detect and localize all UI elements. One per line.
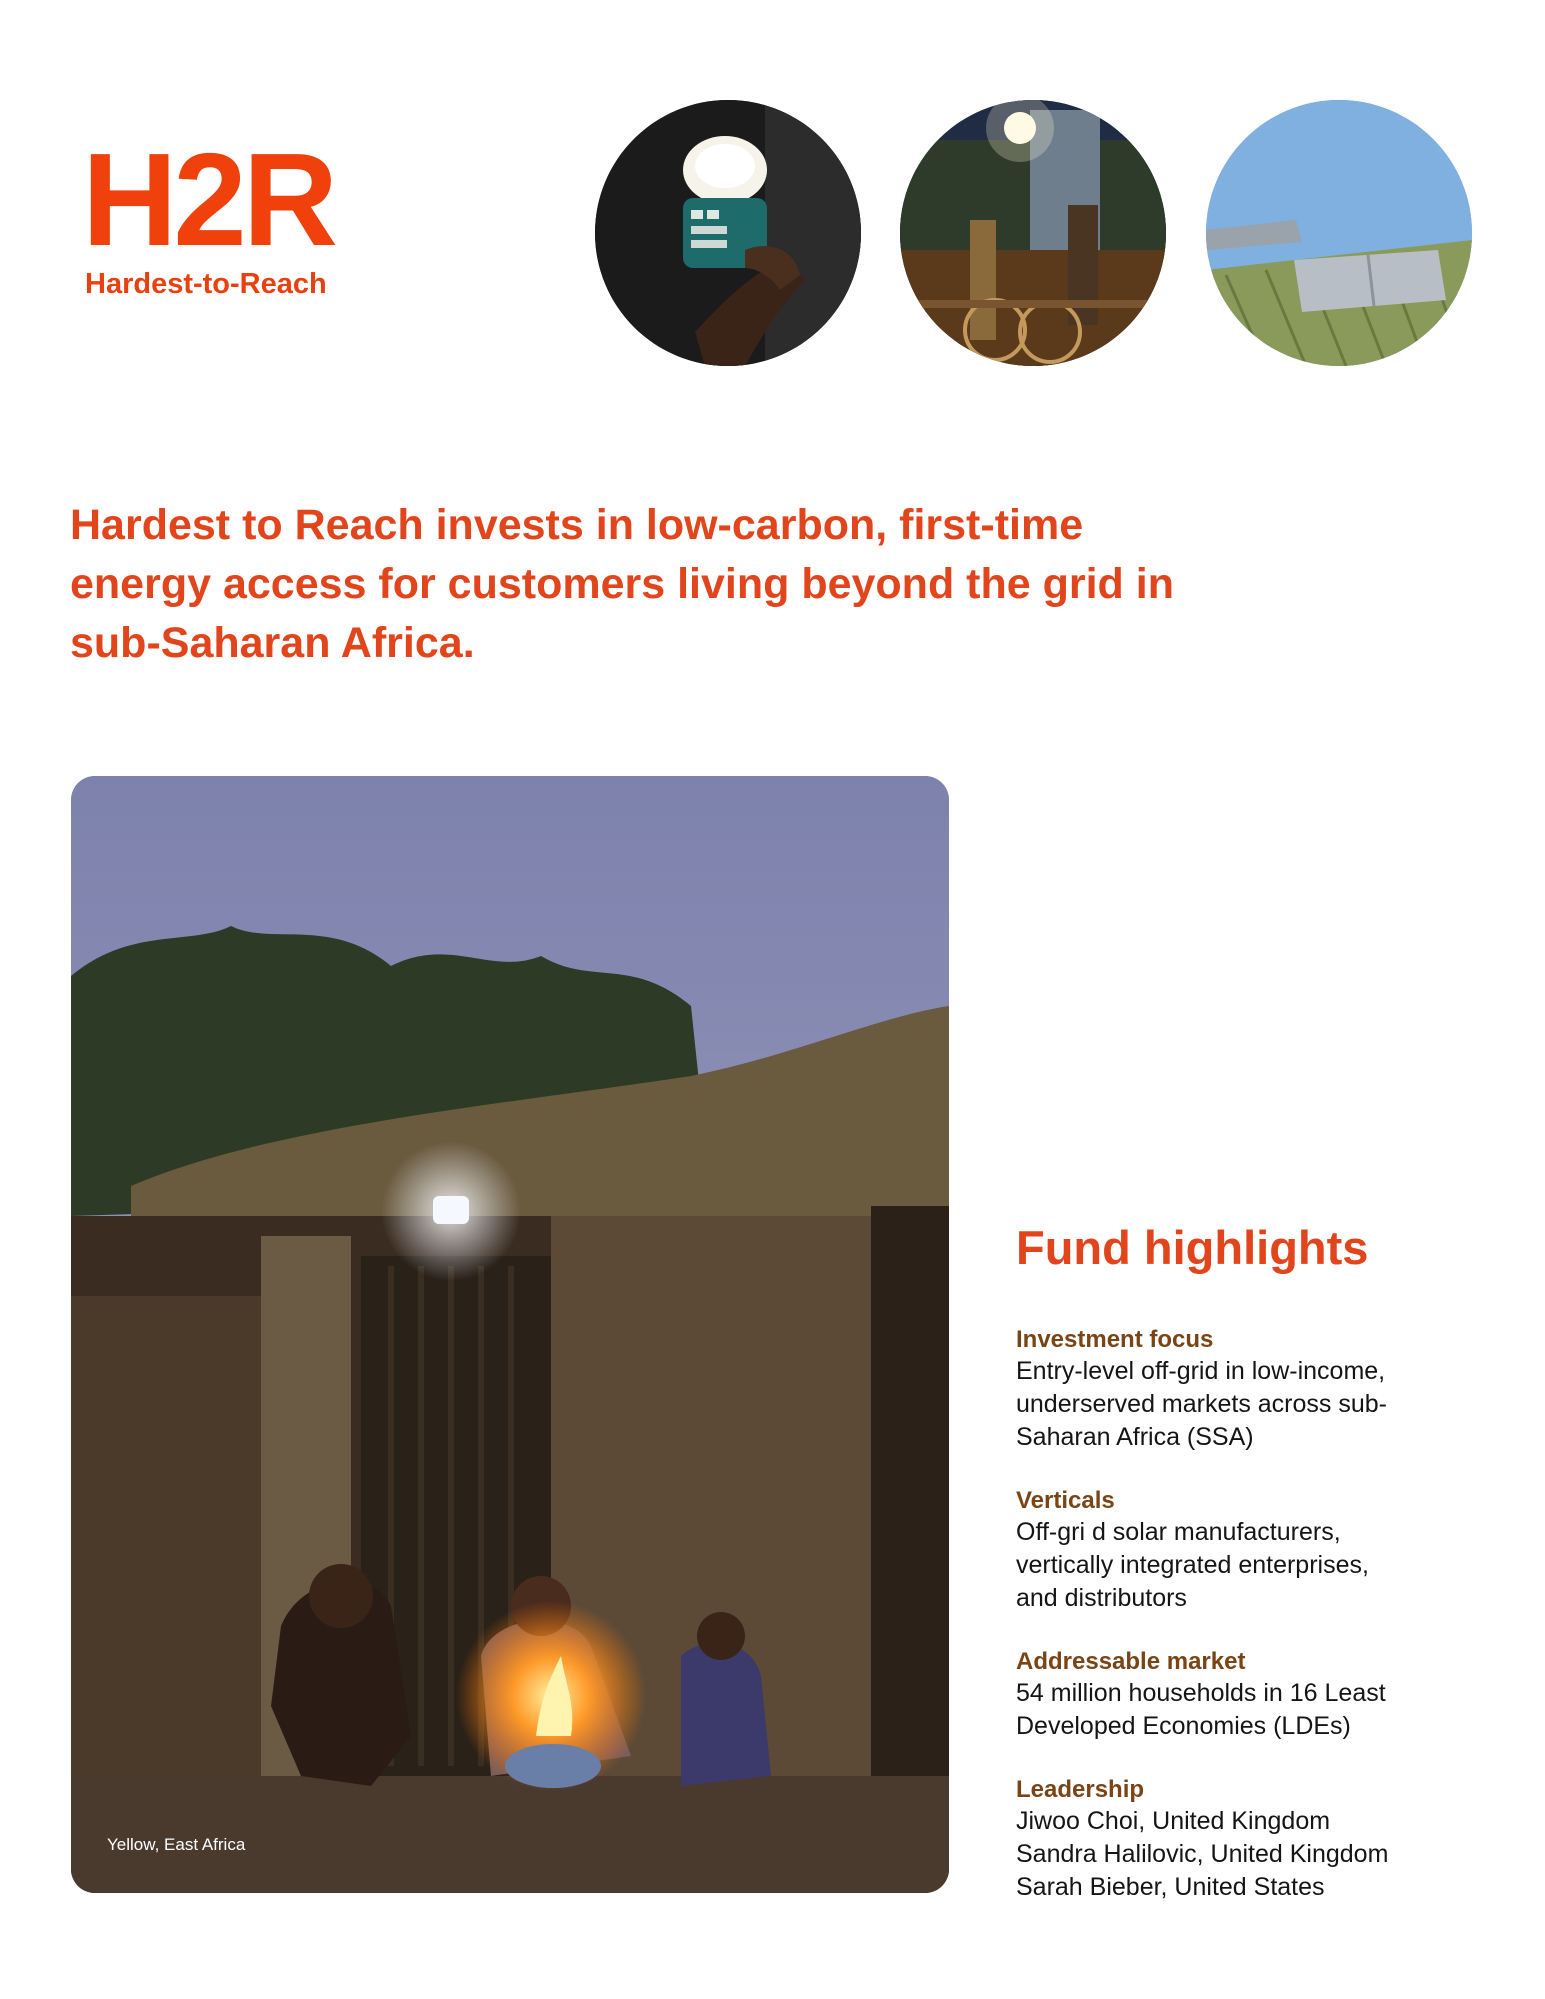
highlight-title: Investment focus: [1016, 1326, 1214, 1353]
logo-mark: H2R: [82, 126, 335, 273]
highlight-title: Addressable market: [1016, 1648, 1246, 1675]
solar-lamp-illustration: [595, 100, 861, 366]
main-photo: [71, 776, 949, 1893]
highlight-text: Jiwoo Choi, United Kingdom Sandra Halilovic, United Kingdom Sarah Bieber, United States: [1016, 1807, 1389, 1901]
village-night-illustration: [900, 100, 1166, 366]
highlight-leadership: [1016, 1775, 1486, 1904]
solar-lamp-photo: [595, 100, 861, 366]
family-fire-illustration: [71, 776, 949, 1893]
highlight-addressable-market: [1016, 1647, 1486, 1743]
fund-highlights-title: Fund highlights: [1016, 1221, 1369, 1274]
fund-highlights: [1016, 1220, 1486, 1936]
rooftop-solar-photo: [1206, 100, 1472, 366]
photo-caption: Yellow, East Africa: [107, 1835, 246, 1854]
highlight-text: Entry-level off-grid in low-income, underserved markets across sub- Saharan Africa (SSA): [1016, 1357, 1387, 1451]
rooftop-solar-illustration: [1206, 100, 1472, 366]
highlight-investment-focus: [1016, 1325, 1486, 1454]
highlight-text: Off-gri d solar manufacturers, vertically integrated enterprises, and distributors: [1016, 1518, 1369, 1612]
highlight-verticals: [1016, 1486, 1486, 1615]
highlight-text: 54 million households in 16 Least Developed Economies (LDEs): [1016, 1679, 1386, 1740]
h2r-logo: [82, 126, 335, 301]
highlight-title: Verticals: [1016, 1487, 1115, 1514]
highlight-title: Leadership: [1016, 1776, 1145, 1803]
headline: Hardest to Reach invests in low-carbon, first-time energy access for customers living beyond the grid in sub-Saharan Africa.: [70, 501, 1174, 667]
logo-subtitle: Hardest-to-Reach: [85, 268, 327, 300]
village-night-photo: [900, 100, 1166, 366]
